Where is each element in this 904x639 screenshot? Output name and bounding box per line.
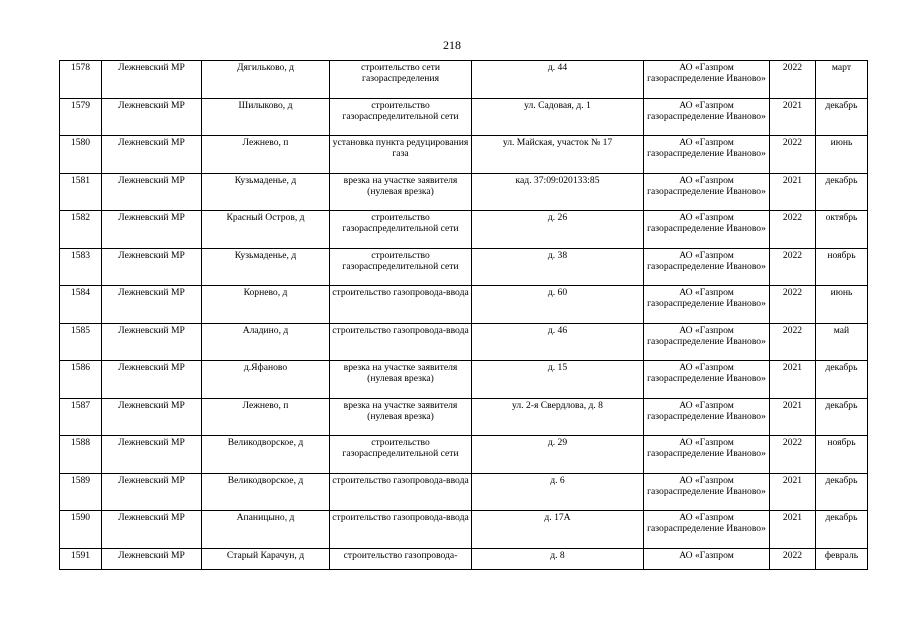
row-number-cell: 1578: [60, 61, 102, 99]
district-cell: Лежневский МР: [102, 286, 202, 324]
address-cell: д. 38: [472, 248, 644, 286]
row-number-cell: 1585: [60, 323, 102, 361]
address-cell: д. 8: [472, 548, 644, 569]
row-number-cell: 1590: [60, 511, 102, 549]
locality-cell: Шилыково, д: [202, 98, 330, 136]
address-cell: д. 17А: [472, 511, 644, 549]
year-cell: 2022: [770, 211, 816, 249]
organization-cell: АО «Газпром газораспределение Иваново»: [644, 211, 770, 249]
organization-cell: АО «Газпром газораспределение Иваново»: [644, 136, 770, 174]
district-cell: Лежневский МР: [102, 248, 202, 286]
table-row: [60, 98, 868, 136]
address-cell: ул. Майская, участок № 17: [472, 136, 644, 174]
registry-table: [59, 60, 868, 570]
district-cell: Лежневский МР: [102, 548, 202, 569]
address-cell: кад. 37:09:020133:85: [472, 173, 644, 211]
locality-cell: Великодворское, д: [202, 473, 330, 511]
locality-cell: Красный Остров, д: [202, 211, 330, 249]
table-row: [60, 211, 868, 249]
work-type-cell: врезка на участке заявителя (нулевая врезка): [330, 361, 472, 399]
work-type-cell: врезка на участке заявителя (нулевая врезка): [330, 173, 472, 211]
locality-cell: Великодворское, д: [202, 436, 330, 474]
row-number-cell: 1580: [60, 136, 102, 174]
organization-cell: АО «Газпром: [644, 548, 770, 569]
work-type-cell: врезка на участке заявителя (нулевая врезка): [330, 398, 472, 436]
district-cell: Лежневский МР: [102, 136, 202, 174]
locality-cell: Лежнево, п: [202, 136, 330, 174]
table-row: [60, 61, 868, 99]
district-cell: Лежневский МР: [102, 473, 202, 511]
district-cell: Лежневский МР: [102, 323, 202, 361]
district-cell: Лежневский МР: [102, 361, 202, 399]
table-row: [60, 361, 868, 399]
district-cell: Лежневский МР: [102, 211, 202, 249]
table-row: [60, 248, 868, 286]
month-cell: ноябрь: [816, 248, 868, 286]
organization-cell: АО «Газпром газораспределение Иваново»: [644, 398, 770, 436]
year-cell: 2022: [770, 323, 816, 361]
work-type-cell: строительство газораспределительной сети: [330, 98, 472, 136]
locality-cell: Апаницыно, д: [202, 511, 330, 549]
row-number-cell: 1589: [60, 473, 102, 511]
district-cell: Лежневский МР: [102, 398, 202, 436]
year-cell: 2021: [770, 511, 816, 549]
address-cell: ул. Садовая, д. 1: [472, 98, 644, 136]
row-number-cell: 1588: [60, 436, 102, 474]
address-cell: ул. 2-я Свердлова, д. 8: [472, 398, 644, 436]
address-cell: д. 46: [472, 323, 644, 361]
organization-cell: АО «Газпром газораспределение Иваново»: [644, 511, 770, 549]
month-cell: декабрь: [816, 98, 868, 136]
year-cell: 2022: [770, 548, 816, 569]
address-cell: д. 44: [472, 61, 644, 99]
table-row: [60, 173, 868, 211]
work-type-cell: строительство газопровода-ввода: [330, 473, 472, 511]
month-cell: декабрь: [816, 398, 868, 436]
month-cell: декабрь: [816, 473, 868, 511]
organization-cell: АО «Газпром газораспределение Иваново»: [644, 248, 770, 286]
locality-cell: Старый Карачун, д: [202, 548, 330, 569]
row-number-cell: 1583: [60, 248, 102, 286]
district-cell: Лежневский МР: [102, 511, 202, 549]
table-row: [60, 511, 868, 549]
locality-cell: Лежнево, п: [202, 398, 330, 436]
row-number-cell: 1582: [60, 211, 102, 249]
row-number-cell: 1587: [60, 398, 102, 436]
organization-cell: АО «Газпром газораспределение Иваново»: [644, 286, 770, 324]
month-cell: март: [816, 61, 868, 99]
locality-cell: д.Яфаново: [202, 361, 330, 399]
year-cell: 2022: [770, 248, 816, 286]
address-cell: д. 60: [472, 286, 644, 324]
month-cell: ноябрь: [816, 436, 868, 474]
address-cell: д. 15: [472, 361, 644, 399]
work-type-cell: строительство газопровода-ввода: [330, 286, 472, 324]
district-cell: Лежневский МР: [102, 436, 202, 474]
table-row: [60, 548, 868, 569]
month-cell: декабрь: [816, 173, 868, 211]
organization-cell: АО «Газпром газораспределение Иваново»: [644, 361, 770, 399]
month-cell: июнь: [816, 136, 868, 174]
year-cell: 2022: [770, 286, 816, 324]
row-number-cell: 1586: [60, 361, 102, 399]
work-type-cell: строительство газораспределительной сети: [330, 436, 472, 474]
table-row: [60, 398, 868, 436]
year-cell: 2021: [770, 98, 816, 136]
year-cell: 2021: [770, 361, 816, 399]
organization-cell: АО «Газпром газораспределение Иваново»: [644, 436, 770, 474]
work-type-cell: строительство газопровода-: [330, 548, 472, 569]
year-cell: 2022: [770, 436, 816, 474]
district-cell: Лежневский МР: [102, 61, 202, 99]
table-row: [60, 323, 868, 361]
work-type-cell: строительство газораспределительной сети: [330, 211, 472, 249]
work-type-cell: установка пункта редуцирования газа: [330, 136, 472, 174]
address-cell: д. 29: [472, 436, 644, 474]
year-cell: 2021: [770, 473, 816, 511]
work-type-cell: строительство газопровода-ввода: [330, 511, 472, 549]
organization-cell: АО «Газпром газораспределение Иваново»: [644, 473, 770, 511]
month-cell: октябрь: [816, 211, 868, 249]
year-cell: 2021: [770, 173, 816, 211]
year-cell: 2022: [770, 136, 816, 174]
address-cell: д. 26: [472, 211, 644, 249]
work-type-cell: строительство газопровода-ввода: [330, 323, 472, 361]
locality-cell: Корнево, д: [202, 286, 330, 324]
month-cell: февраль: [816, 548, 868, 569]
row-number-cell: 1591: [60, 548, 102, 569]
row-number-cell: 1581: [60, 173, 102, 211]
address-cell: д. 6: [472, 473, 644, 511]
locality-cell: Дягильково, д: [202, 61, 330, 99]
locality-cell: Аладино, д: [202, 323, 330, 361]
table-row: [60, 436, 868, 474]
row-number-cell: 1584: [60, 286, 102, 324]
table-row: [60, 473, 868, 511]
organization-cell: АО «Газпром газораспределение Иваново»: [644, 98, 770, 136]
page-number: 218: [443, 38, 461, 52]
table-row: [60, 286, 868, 324]
year-cell: 2021: [770, 398, 816, 436]
locality-cell: Кузьмаденье, д: [202, 173, 330, 211]
organization-cell: АО «Газпром газораспределение Иваново»: [644, 173, 770, 211]
district-cell: Лежневский МР: [102, 98, 202, 136]
month-cell: декабрь: [816, 361, 868, 399]
year-cell: 2022: [770, 61, 816, 99]
organization-cell: АО «Газпром газораспределение Иваново»: [644, 323, 770, 361]
month-cell: май: [816, 323, 868, 361]
work-type-cell: строительство сети газораспределения: [330, 61, 472, 99]
locality-cell: Кузьмаденье, д: [202, 248, 330, 286]
table-row: [60, 136, 868, 174]
district-cell: Лежневский МР: [102, 173, 202, 211]
table-body: [60, 61, 868, 570]
organization-cell: АО «Газпром газораспределение Иваново»: [644, 61, 770, 99]
row-number-cell: 1579: [60, 98, 102, 136]
work-type-cell: строительство газораспределительной сети: [330, 248, 472, 286]
month-cell: июнь: [816, 286, 868, 324]
month-cell: декабрь: [816, 511, 868, 549]
